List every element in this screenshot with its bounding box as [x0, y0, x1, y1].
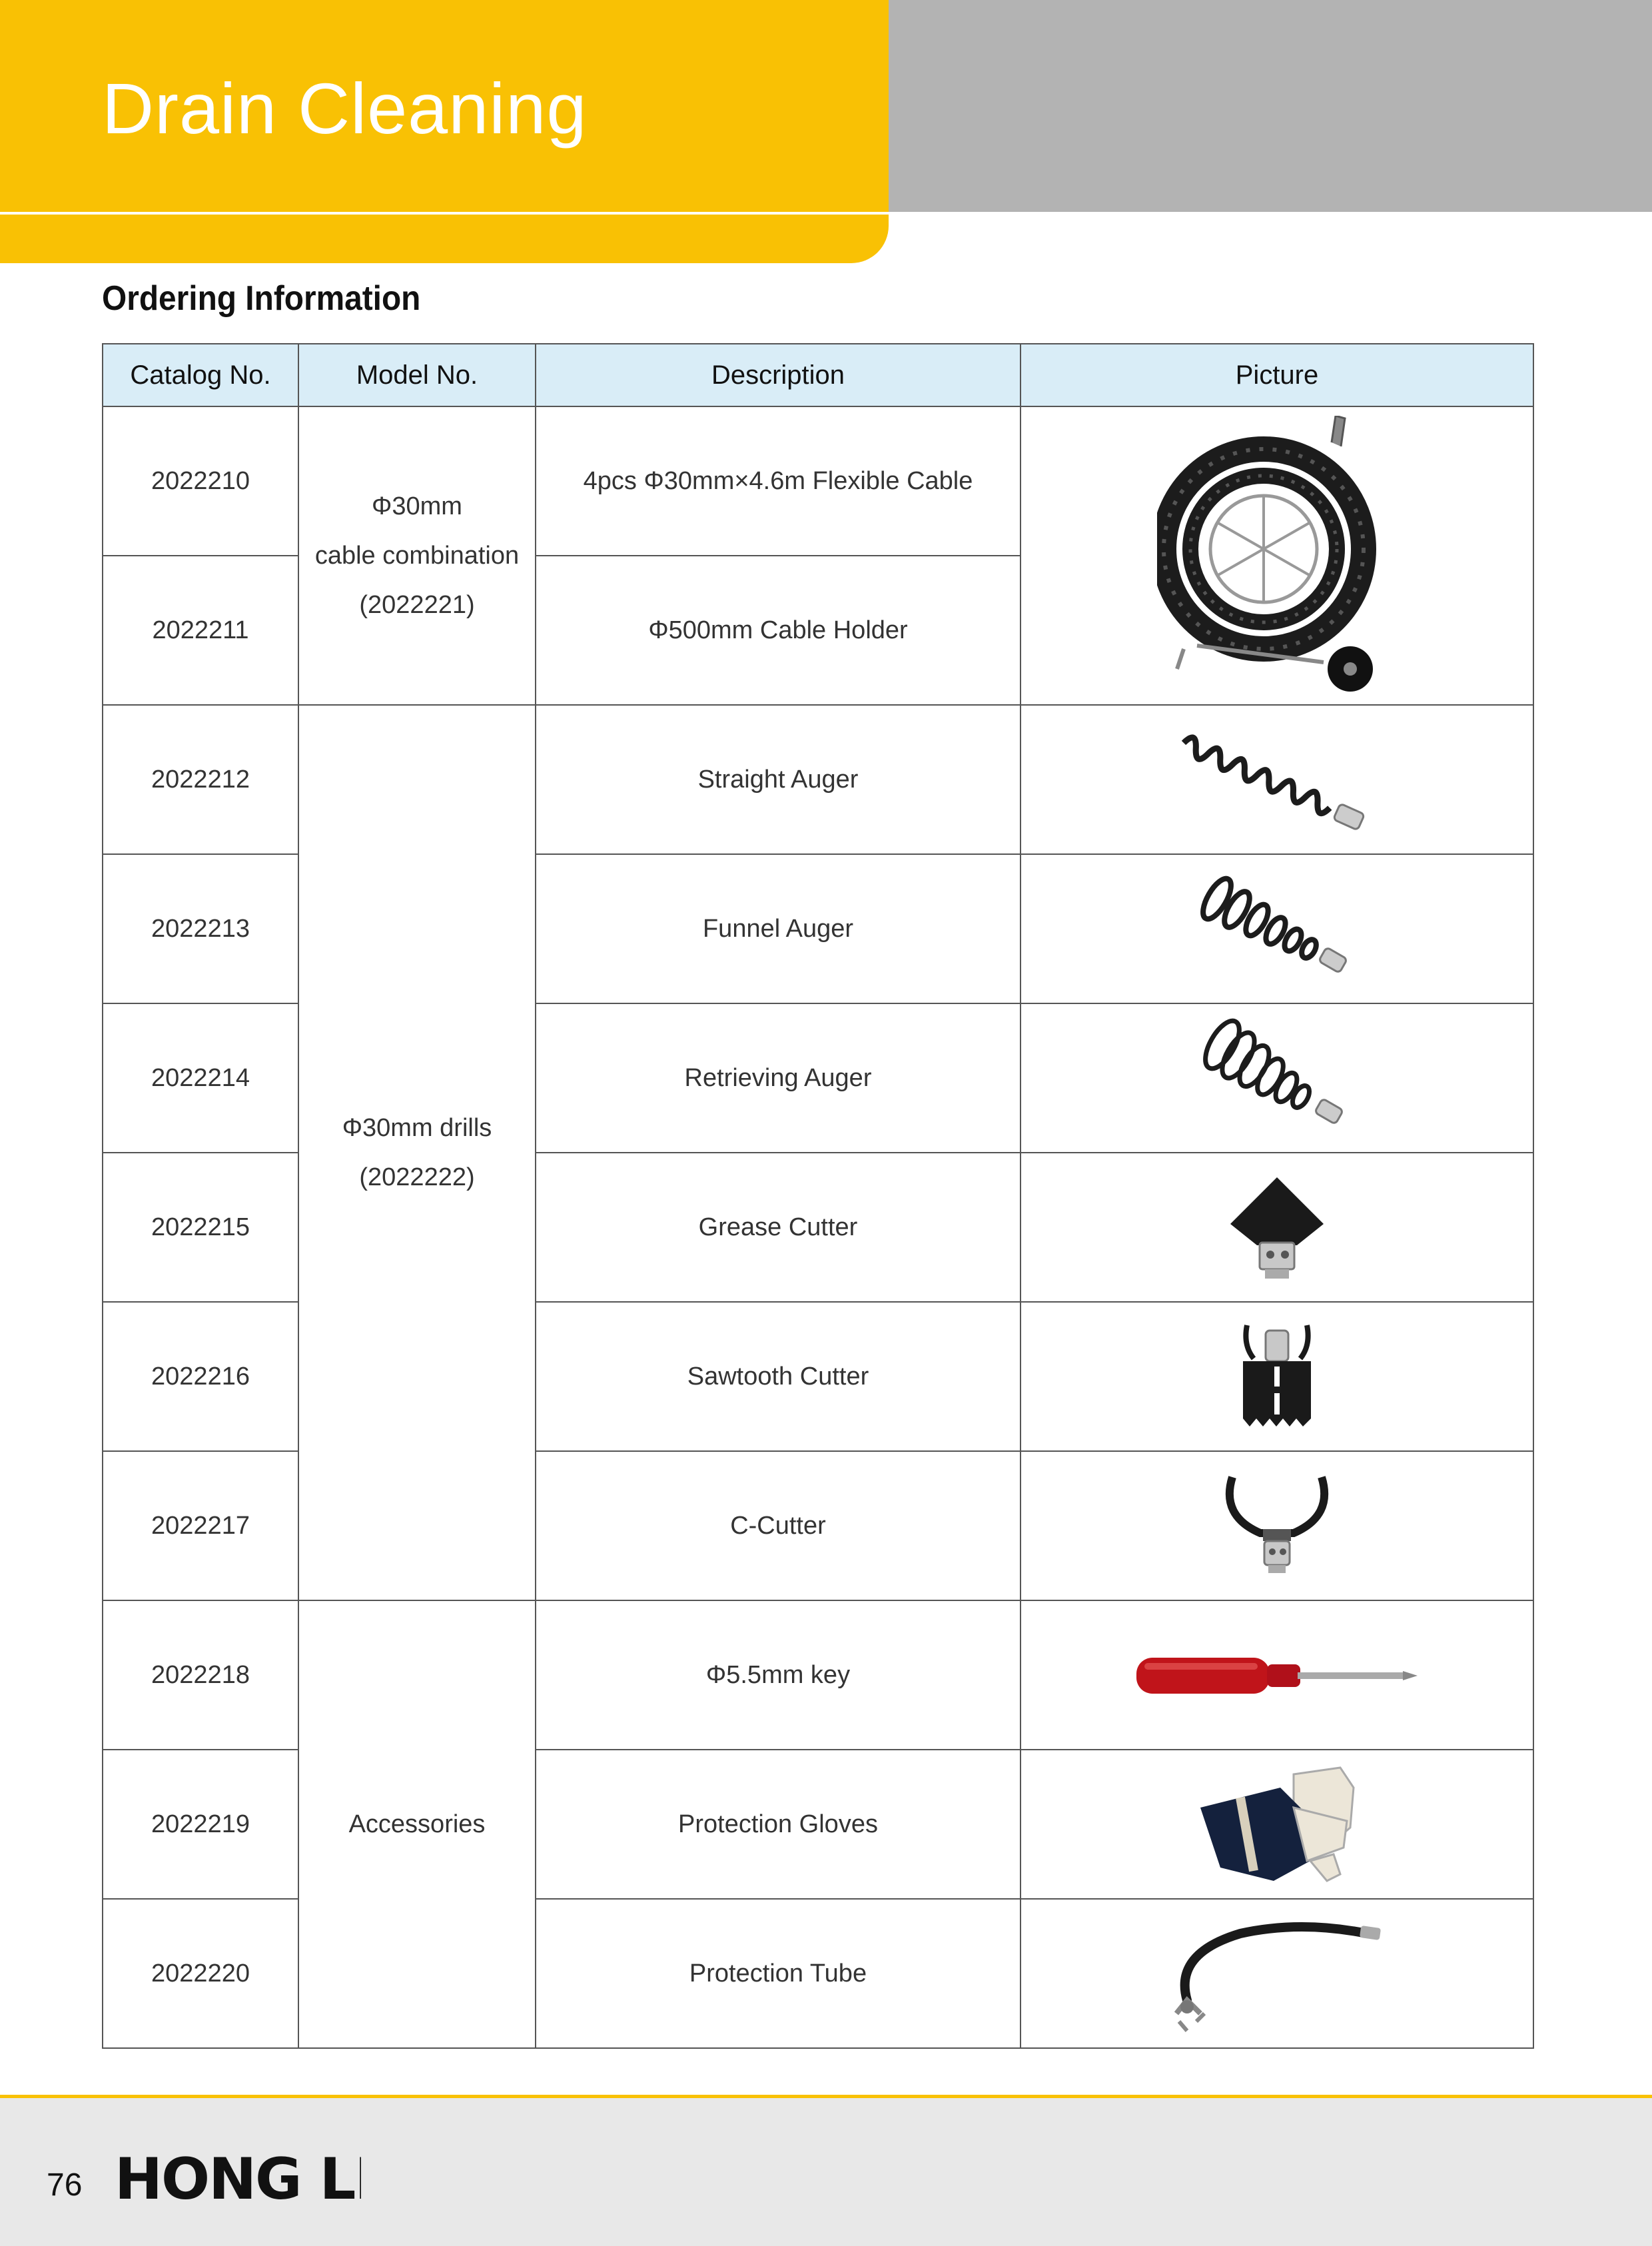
catalog-cell: 2022213 [103, 854, 298, 1003]
model-group-cable [298, 406, 536, 705]
description-cell: Sawtooth Cutter [536, 1302, 1021, 1451]
column-header-picture: Picture [1021, 344, 1533, 406]
description-cell: Φ500mm Cable Holder [536, 556, 1021, 705]
catalog-cell: 2022218 [103, 1600, 298, 1750]
ordering-table [102, 343, 1534, 2049]
protection-tube-icon [1167, 1914, 1387, 2033]
picture-cell [1021, 705, 1533, 854]
catalog-cell: 2022217 [103, 1451, 298, 1600]
description-cell: Retrieving Auger [536, 1003, 1021, 1153]
catalog-cell: 2022212 [103, 705, 298, 854]
grease-cutter-icon [1224, 1171, 1330, 1284]
model-line: Accessories [348, 1810, 486, 1838]
header-gray-band [889, 0, 1652, 212]
sawtooth-cutter-icon [1234, 1319, 1320, 1435]
logo-wordmark: HONG LI [115, 2147, 361, 2211]
description-cell: Funnel Auger [536, 854, 1021, 1003]
model-line: Φ30mm drills [342, 1114, 492, 1142]
picture-cell [1021, 854, 1533, 1003]
picture-cell [1021, 1302, 1533, 1451]
table-row [103, 1600, 1533, 1750]
table-row [103, 406, 1533, 556]
description-cell: Φ5.5mm key [536, 1600, 1021, 1750]
picture-cell [1021, 406, 1533, 705]
page-title: Drain Cleaning [102, 68, 588, 149]
hongli-logo-icon [115, 2147, 361, 2211]
funnel-auger-icon [1190, 872, 1364, 985]
description-cell: 4pcs Φ30mm×4.6m Flexible Cable [536, 406, 1021, 556]
catalog-cell: 2022219 [103, 1750, 298, 1899]
description-cell: Protection Tube [536, 1899, 1021, 2048]
model-group-accessories [298, 1600, 536, 2048]
description-cell: Grease Cutter [536, 1153, 1021, 1302]
c-cutter-icon [1220, 1469, 1334, 1582]
header-divider [0, 212, 889, 215]
picture-cell [1021, 1451, 1533, 1600]
picture-cell [1021, 1153, 1533, 1302]
brand-logo [115, 2147, 361, 2214]
catalog-cell: 2022216 [103, 1302, 298, 1451]
cable-reel-icon [1157, 416, 1397, 696]
description-cell: C-Cutter [536, 1451, 1021, 1600]
straight-auger-icon [1177, 723, 1377, 836]
description-cell: Straight Auger [536, 705, 1021, 854]
screwdriver-key-icon [1134, 1648, 1420, 1702]
model-line: (2022222) [359, 1163, 475, 1191]
picture-cell [1021, 1899, 1533, 2048]
table-header-row [103, 344, 1533, 406]
column-header-model: Model No. [298, 344, 536, 406]
model-line: (2022221) [359, 591, 475, 619]
retrieving-auger-icon [1190, 1018, 1364, 1138]
page-number: 76 [47, 2167, 83, 2203]
picture-cell [1021, 1600, 1533, 1750]
model-group-drills [298, 705, 536, 1600]
table-row [103, 705, 1533, 854]
column-header-description: Description [536, 344, 1021, 406]
catalog-cell: 2022215 [103, 1153, 298, 1302]
catalog-cell: 2022214 [103, 1003, 298, 1153]
column-header-catalog: Catalog No. [103, 344, 298, 406]
catalog-cell: 2022220 [103, 1899, 298, 2048]
model-line: Φ30mm [372, 492, 462, 520]
model-line: cable combination [314, 542, 520, 570]
picture-cell [1021, 1003, 1533, 1153]
catalog-cell: 2022210 [103, 406, 298, 556]
section-title: Ordering Information [102, 279, 421, 318]
picture-cell [1021, 1750, 1533, 1899]
catalog-cell: 2022211 [103, 556, 298, 705]
description-cell: Protection Gloves [536, 1750, 1021, 1899]
gloves-icon [1194, 1761, 1360, 1888]
